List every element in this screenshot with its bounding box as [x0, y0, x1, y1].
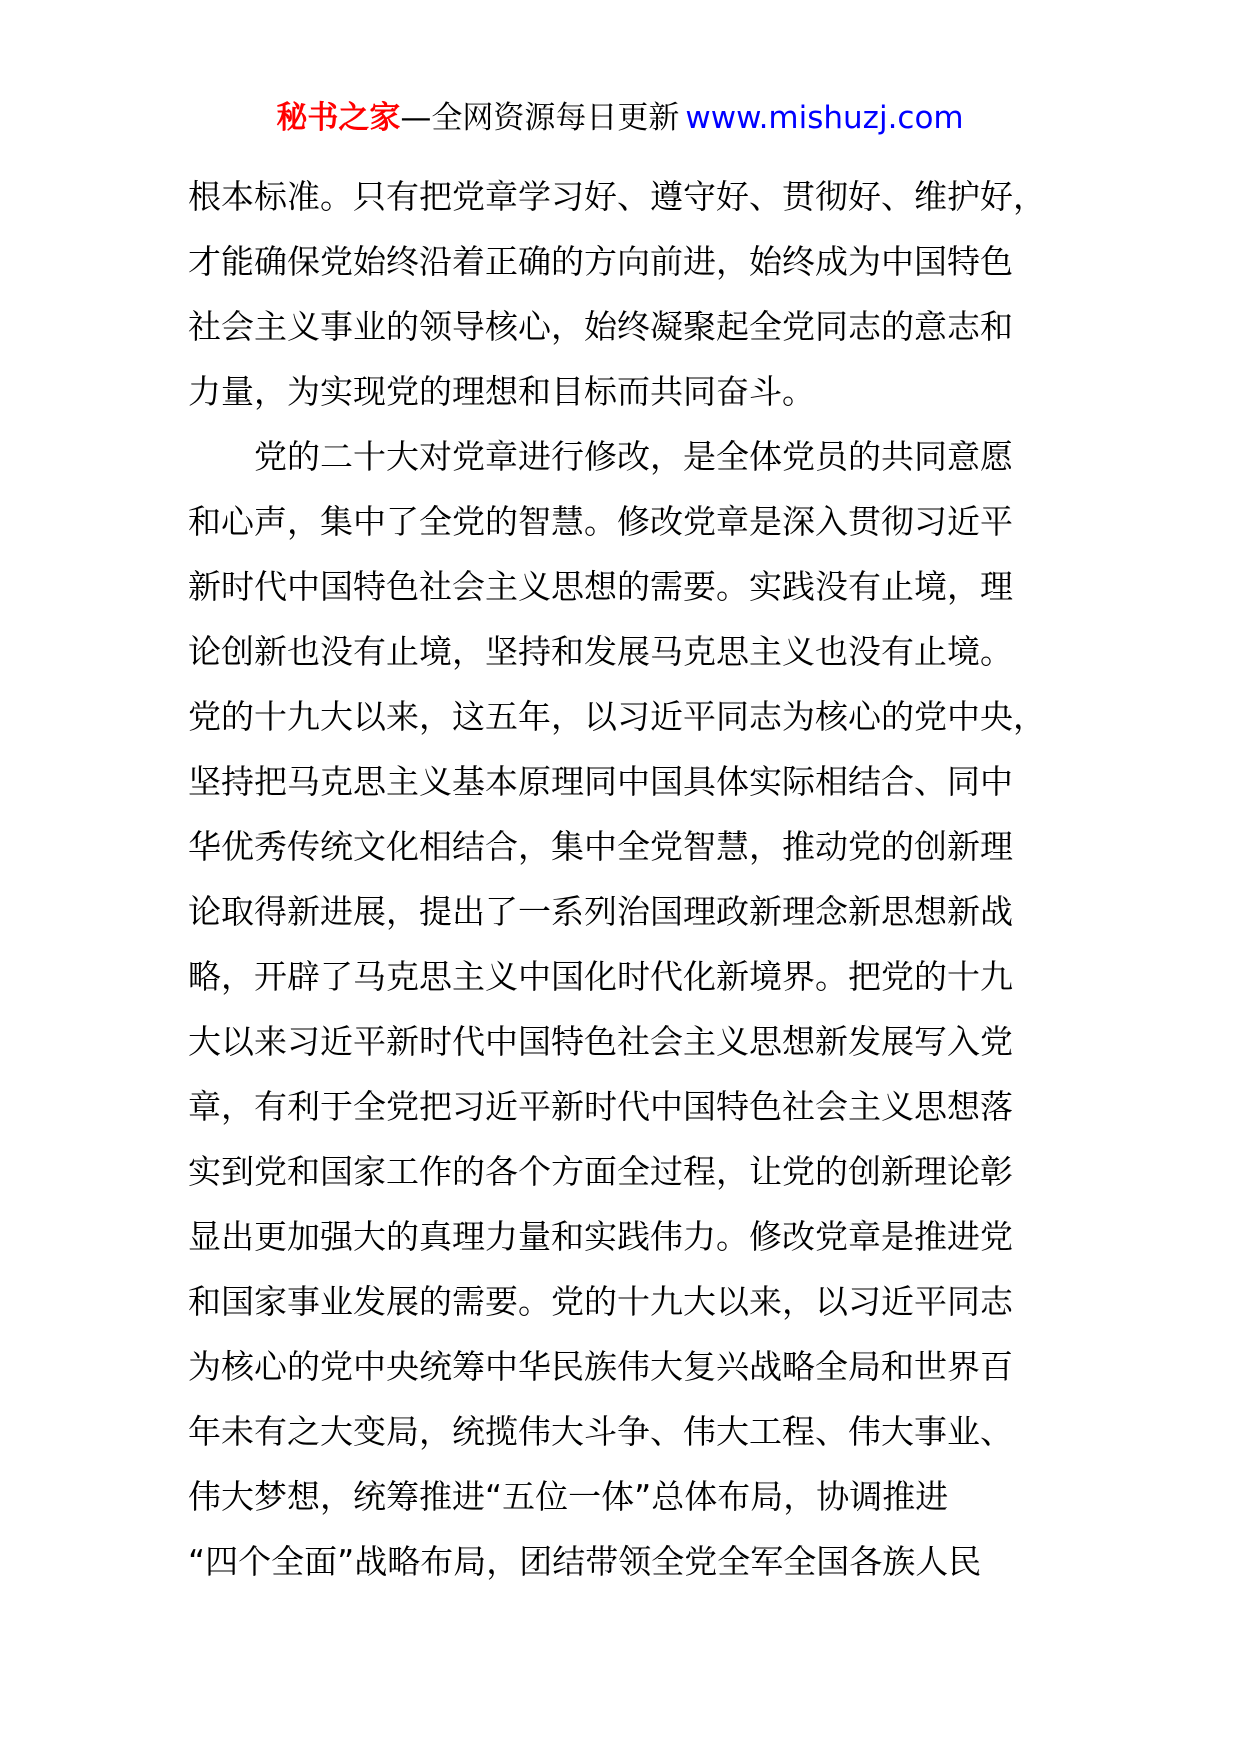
header-tagline: —全网资源每日更新 — [400, 100, 680, 136]
document-body — [188, 164, 1068, 1594]
text-line: 伟大梦想，统筹推进“五位一体”总体布局，协调推进 — [188, 1477, 949, 1516]
text-line: 实到党和国家工作的各个方面全过程，让党的创新理论彰 — [188, 1152, 1013, 1191]
text-line: “四个全面”战略布局，团结带领全党全军全国各族人民 — [188, 1542, 982, 1581]
text-line: 为核心的党中央统筹中华民族伟大复兴战略全局和世界百 — [188, 1347, 1013, 1386]
text-line: 大以来习近平新时代中国特色社会主义思想新发展写入党 — [188, 1022, 1013, 1061]
text-line: 论创新也没有止境，坚持和发展马克思主义也没有止境。 — [188, 632, 1013, 671]
text-line: 华优秀传统文化相结合，集中全党智慧，推动党的创新理 — [188, 827, 1013, 866]
text-line: 年未有之大变局，统揽伟大斗争、伟大工程、伟大事业、 — [188, 1412, 1013, 1451]
page-header — [0, 98, 1240, 138]
text-line: 坚持把马克思主义基本原理同中国具体实际相结合、同中 — [188, 762, 1013, 801]
header-url-link[interactable]: www.mishuzj.com — [685, 100, 964, 136]
text-line: 和国家事业发展的需要。党的十九大以来，以习近平同志 — [188, 1282, 1013, 1321]
text-line: 略，开辟了马克思主义中国化时代化新境界。把党的十九 — [188, 957, 1013, 996]
text-line: 根本标准。只有把党章学习好、遵守好、贯彻好、维护好， — [188, 177, 1046, 216]
text-line: 和心声，集中了全党的智慧。修改党章是深入贯彻习近平 — [188, 502, 1013, 541]
text-line: 力量，为实现党的理想和目标而共同奋斗。 — [188, 372, 815, 411]
text-line: 才能确保党始终沿着正确的方向前进，始终成为中国特色 — [188, 242, 1013, 281]
text-line: 章，有利于全党把习近平新时代中国特色社会主义思想落 — [188, 1087, 1013, 1126]
header-brand: 秘书之家 — [276, 100, 401, 136]
text-line: 社会主义事业的领导核心，始终凝聚起全党同志的意志和 — [188, 307, 1013, 346]
text-line: 党的十九大以来，这五年，以习近平同志为核心的党中央， — [188, 697, 1046, 736]
text-line: 显出更加强大的真理力量和实践伟力。修改党章是推进党 — [188, 1217, 1013, 1256]
text-line: 论取得新进展，提出了一系列治国理政新理念新思想新战 — [188, 892, 1013, 931]
text-line: 党的二十大对党章进行修改，是全体党员的共同意愿 — [188, 437, 1013, 476]
text-line: 新时代中国特色社会主义思想的需要。实践没有止境，理 — [188, 567, 1013, 606]
